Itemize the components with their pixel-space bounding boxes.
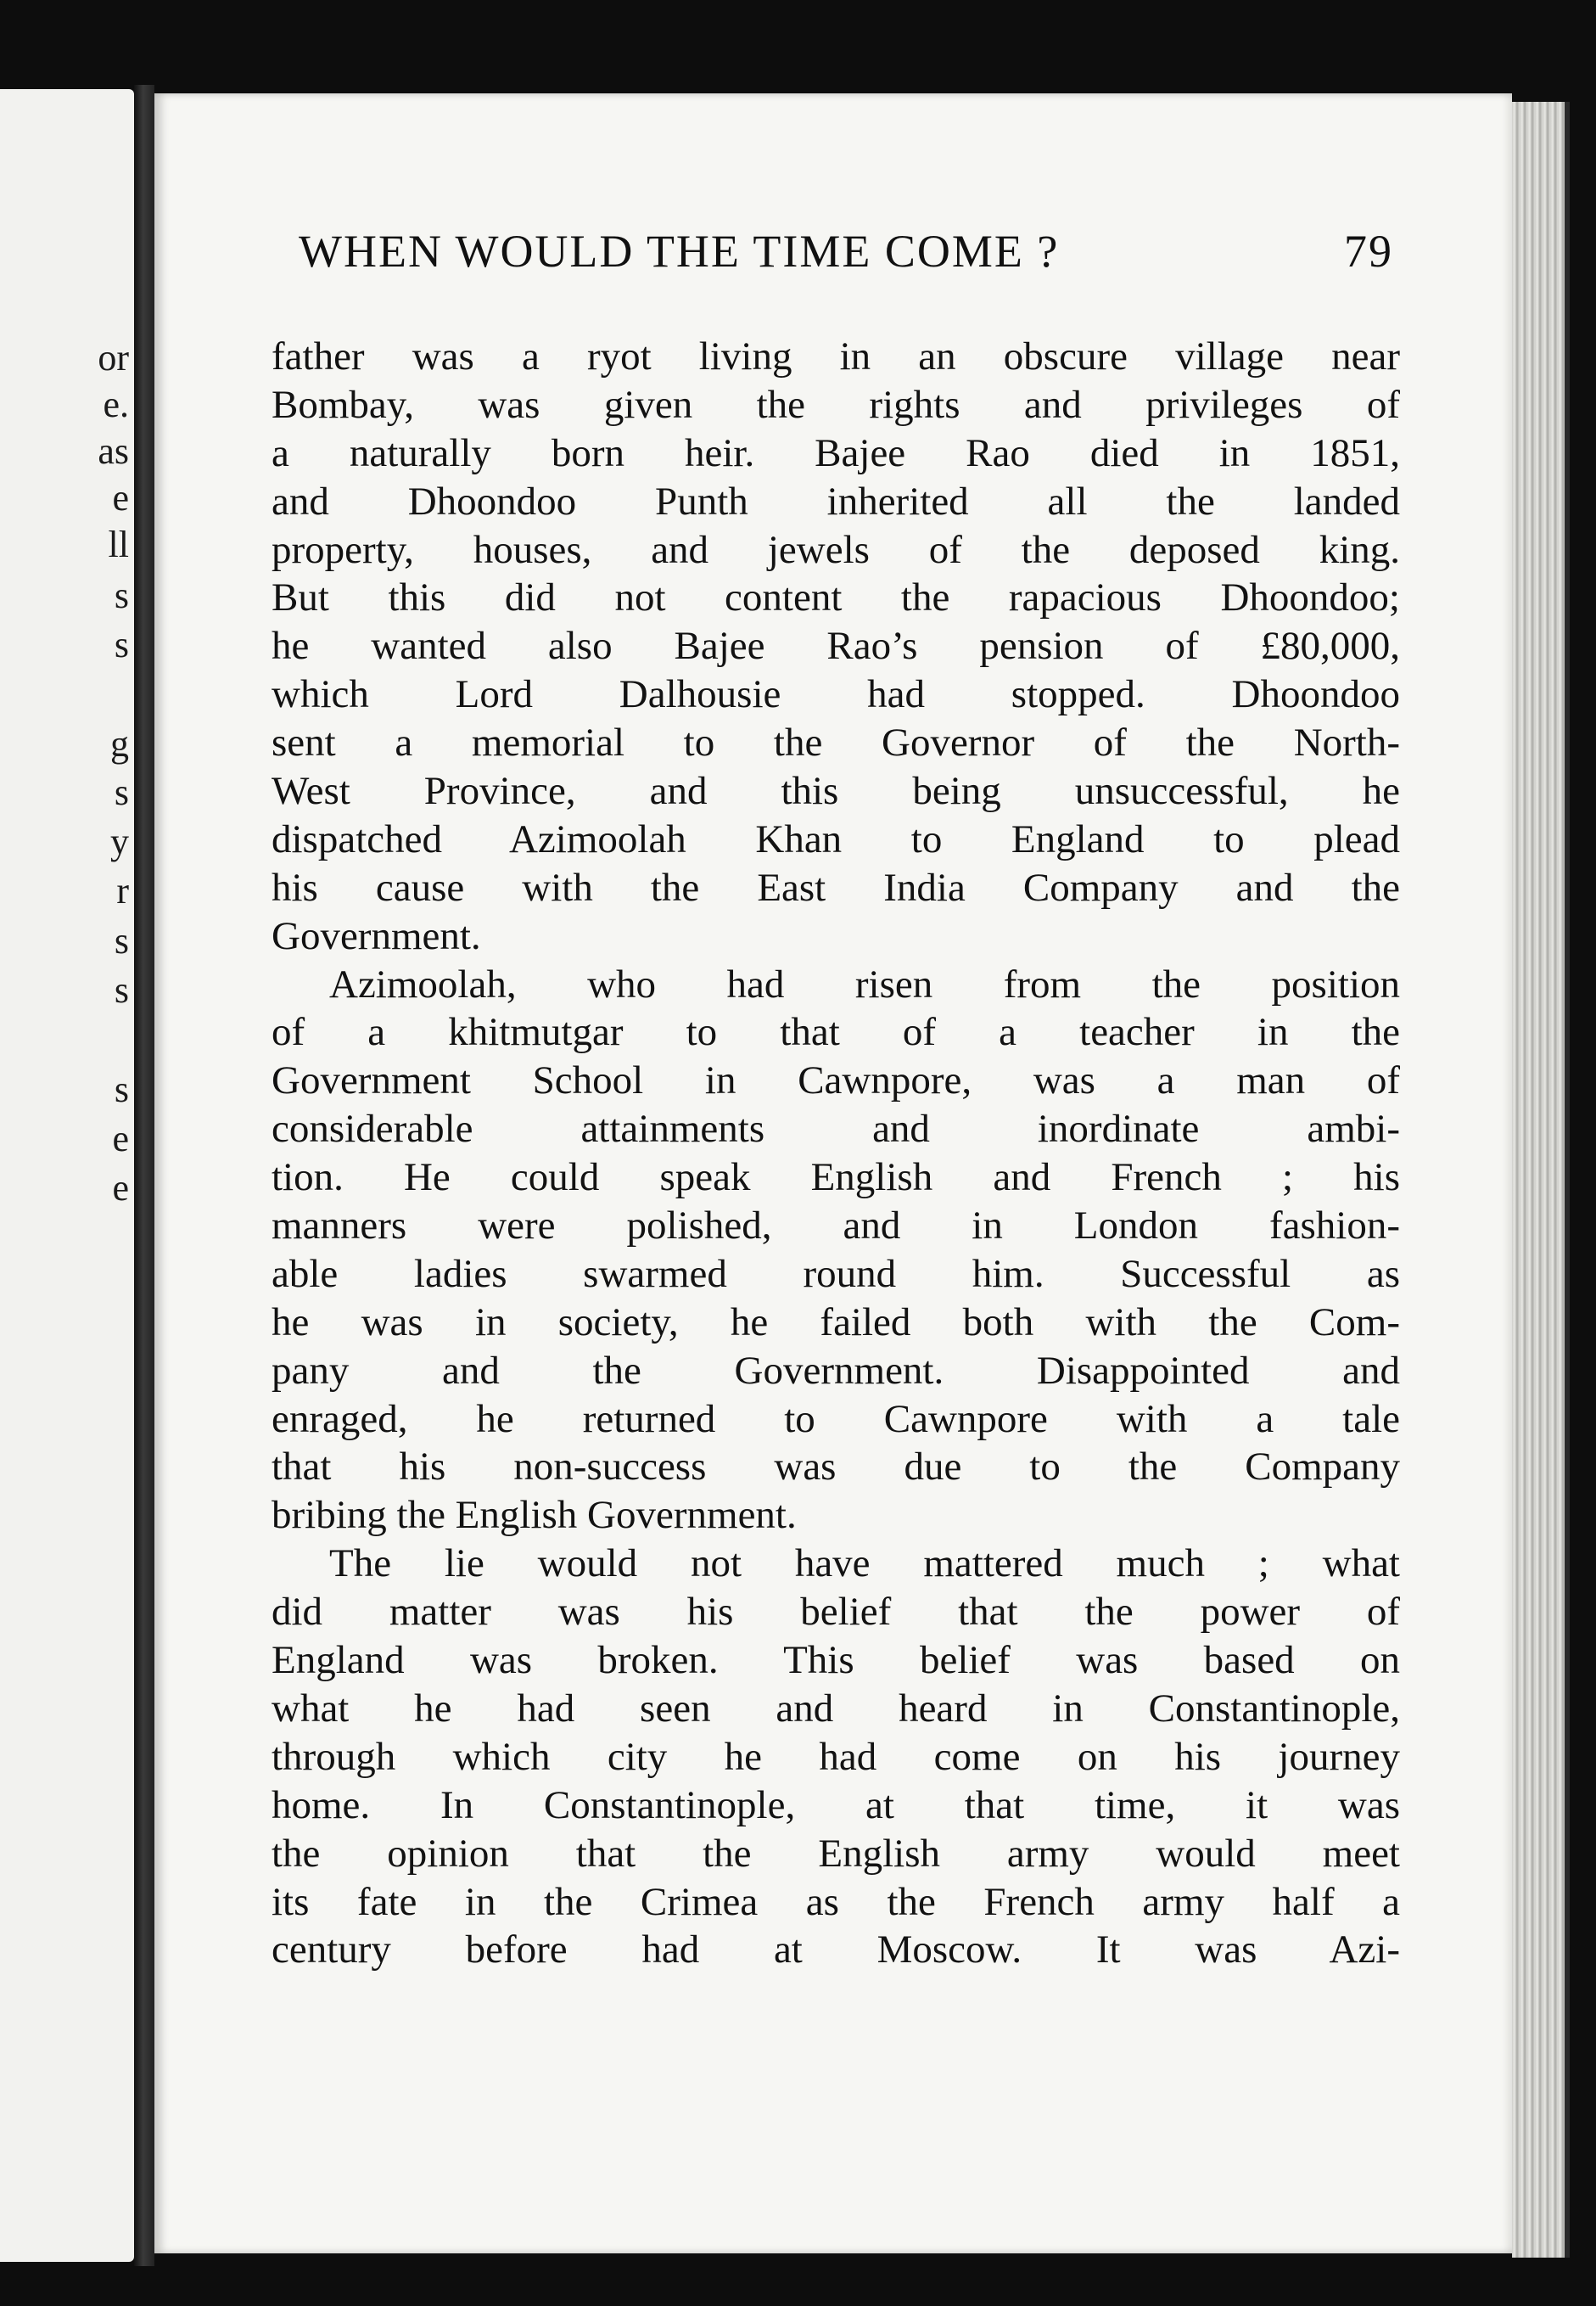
- left-page-text-fragment: r: [116, 870, 129, 912]
- text-line: The lie would not have mattered much ; what: [329, 1541, 1400, 1586]
- left-page-text-fragment: s: [114, 624, 129, 665]
- left-page-fragment: [0, 89, 134, 2262]
- text-line: Government.: [272, 913, 481, 958]
- text-line: Bombay, was given the rights and privileges of: [272, 382, 1400, 427]
- text-line: able ladies swarmed round him. Successful as: [272, 1251, 1400, 1296]
- text-line: of a khitmutgar to that of a teacher in the: [272, 1010, 1400, 1055]
- text-line: through which city he had come on his journey: [272, 1734, 1400, 1779]
- text-line: home. In Constantinople, at that time, it was: [272, 1782, 1400, 1827]
- text-line: and Dhoondoo Punth inherited all the landed: [272, 479, 1400, 524]
- text-line: he wanted also Bajee Rao’s pension of £80,000,: [272, 624, 1400, 669]
- body-text: [272, 333, 1400, 1974]
- text-line: manners were polished, and in London fashion-: [272, 1203, 1400, 1248]
- text-line: which Lord Dalhousie had stopped. Dhoondoo: [272, 672, 1400, 717]
- text-line: England was broken. This belief was based on: [272, 1638, 1400, 1683]
- text-line: a naturally born heir. Bajee Rao died in 1851,: [272, 430, 1400, 475]
- left-page-text-fragment: as: [98, 430, 129, 472]
- left-page-text-fragment: s: [114, 1069, 129, 1110]
- text-line: what he had seen and heard in Constantinople,: [272, 1686, 1400, 1731]
- text-line: he was in society, he failed both with the Com-: [272, 1299, 1400, 1344]
- text-line: West Province, and this being unsuccessful, he: [272, 769, 1400, 814]
- running-header: [299, 225, 1393, 278]
- text-line: bribing the English Government.: [272, 1493, 797, 1538]
- text-line: its fate in the Crimea as the French army half a: [272, 1879, 1400, 1924]
- left-page-text-fragment: s: [114, 920, 129, 962]
- text-line: father was a ryot living in an obscure village near: [272, 334, 1400, 379]
- text-line: Azimoolah, who had risen from the position: [329, 962, 1400, 1007]
- left-page-text-fragment: y: [110, 821, 129, 862]
- left-page-text-fragment: s: [114, 575, 129, 616]
- text-line: did matter was his belief that the power of: [272, 1590, 1400, 1635]
- text-line: pany and the Government. Disappointed and: [272, 1348, 1400, 1393]
- text-line: considerable attainments and inordinate ambi-: [272, 1107, 1400, 1152]
- book-spine: [134, 85, 154, 2266]
- page-edges: [1512, 102, 1570, 2258]
- left-page-text-fragment: s: [114, 771, 129, 813]
- running-title: WHEN WOULD THE TIME COME ?: [299, 226, 1060, 277]
- text-line: the opinion that the English army would meet: [272, 1831, 1400, 1876]
- book-page: [154, 93, 1512, 2253]
- left-page-text-fragment: g: [110, 723, 129, 765]
- left-page-text-fragment: ll: [108, 524, 129, 565]
- text-line: that his non-success was due to the Company: [272, 1445, 1400, 1490]
- left-page-text-fragment: e: [112, 1118, 129, 1159]
- text-line: Government School in Cawnpore, was a man of: [272, 1058, 1400, 1103]
- text-line: But this did not content the rapacious Dhoondoo;: [272, 575, 1400, 620]
- text-line: dispatched Azimoolah Khan to England to plead: [272, 816, 1400, 861]
- page-number: 79: [1344, 226, 1393, 277]
- text-line: enraged, he returned to Cawnpore with a tale: [272, 1396, 1400, 1441]
- text-line: his cause with the East India Company and the: [272, 865, 1400, 910]
- left-page-text-fragment: or: [98, 337, 129, 379]
- text-line: tion. He could speak English and French ; his: [272, 1155, 1400, 1200]
- left-page-text-fragment: e: [112, 477, 129, 519]
- left-page-text-fragment: e: [112, 1167, 129, 1209]
- text-line: century before had at Moscow. It was Azi-: [272, 1927, 1400, 1972]
- left-page-text-fragment: e.: [103, 384, 129, 425]
- left-page-text-fragment: s: [114, 969, 129, 1011]
- text-line: property, houses, and jewels of the deposed king.: [272, 527, 1400, 572]
- text-line: sent a memorial to the Governor of the North-: [272, 721, 1400, 766]
